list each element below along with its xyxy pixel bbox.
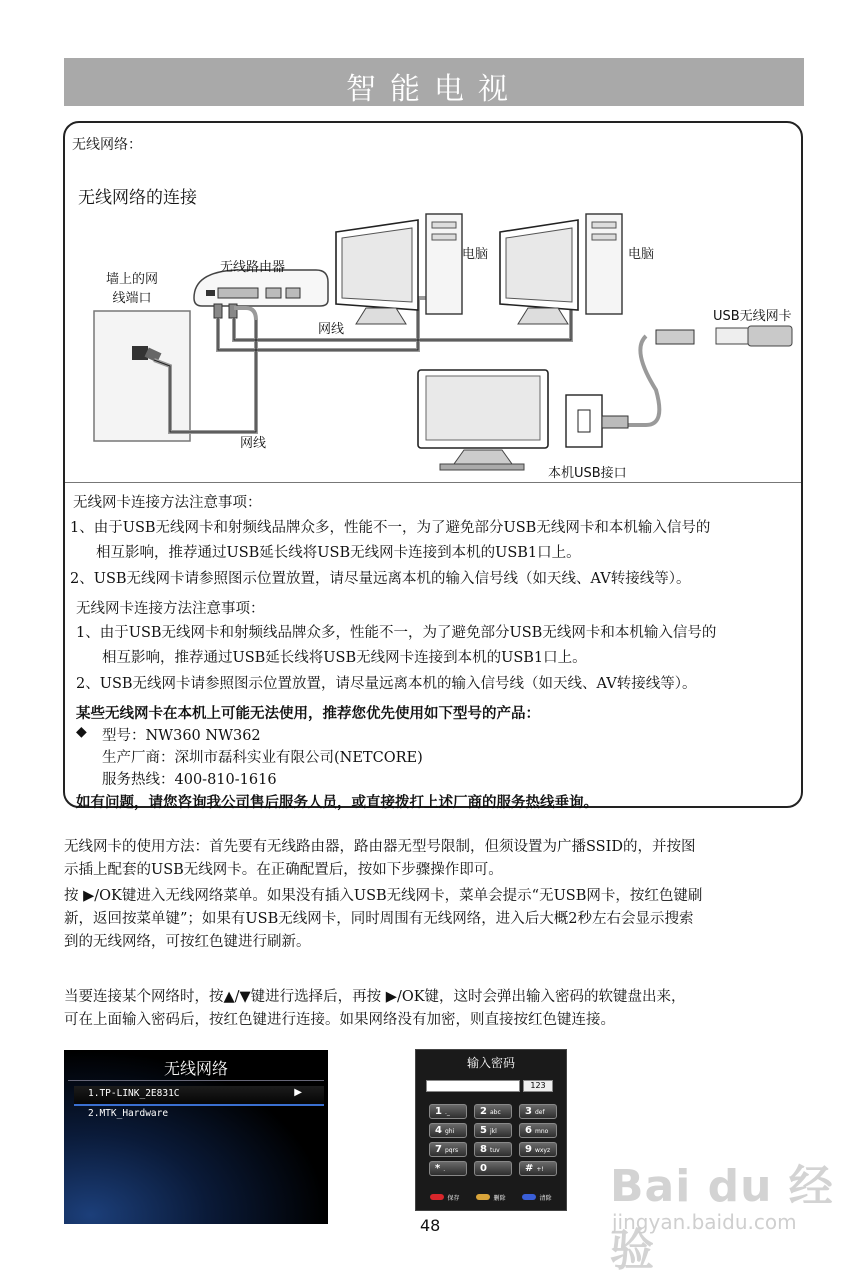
- router-label: 无线路由器: [220, 260, 286, 275]
- password-keypad-screenshot: [415, 1049, 567, 1211]
- wifi-network-item-2[interactable]: 2.MTK_Hardware: [88, 1108, 169, 1119]
- keypad-key[interactable]: # +!: [519, 1161, 557, 1176]
- usb-dongle: [656, 326, 792, 346]
- tv: [418, 370, 548, 470]
- pc2-label: 电脑: [628, 247, 655, 262]
- notes-a-heading: 无线网卡连接方法注意事项：: [73, 495, 262, 511]
- notes-a-item1-cont: 相互影响，推荐通过USB延长线将USB无线网卡连接到本机的USB1口上。: [96, 545, 581, 561]
- keypad-grid: [429, 1104, 555, 1180]
- header-bar: [64, 58, 804, 106]
- notes-b-item1-cont: 相互影响，推荐通过USB延长线将USB无线网卡连接到本机的USB1口上。: [102, 650, 587, 666]
- section-label: 无线网络：: [72, 137, 142, 153]
- usb-port-label: 本机USB接口: [548, 466, 627, 481]
- keypad-key[interactable]: 4 ghi: [429, 1123, 467, 1138]
- keypad-key[interactable]: 9 wxyz: [519, 1142, 557, 1157]
- keypad-key[interactable]: 0: [474, 1161, 512, 1176]
- maker-line: 生产厂商：深圳市磊科实业有限公司(NETCORE): [102, 750, 423, 766]
- keypad-key[interactable]: 1 ._: [429, 1104, 467, 1119]
- paragraph-3: 当要连接某个网络时，按▲/▼键进行选择后，再按 ▶/OK键，这时会弹出输入密码的软键盘出来， 可在上面输入密码后，按红色键进行连接。如果网络没有加密，则直接按红色键连接。: [64, 989, 686, 1028]
- input-mode-badge[interactable]: 123: [523, 1080, 553, 1092]
- usb-card-label: USB无线网卡: [713, 309, 792, 324]
- notes-a-item2: 2、USB无线网卡请参照图示位置放置，请尽量远离本机的输入信号线（如天线、AV转接线等）。: [70, 571, 691, 587]
- notes-b-heading: 无线网卡连接方法注意事项：: [76, 601, 265, 617]
- model-line: 型号：NW360 NW362: [102, 728, 261, 744]
- keypad-footer-action[interactable]: 保存: [430, 1193, 459, 1202]
- wifi-menu-title: 无线网络: [163, 1059, 228, 1078]
- select-arrow-icon: ▶: [294, 1087, 302, 1098]
- color-key-icon: [430, 1194, 444, 1200]
- notes-b-item2: 2、USB无线网卡请参照图示位置放置，请尽量远离本机的输入信号线（如天线、AV转接线等）。: [76, 676, 697, 692]
- keypad-key[interactable]: 5 jkl: [474, 1123, 512, 1138]
- wall-plate: [94, 311, 190, 441]
- notes-b-item1: 1、由于USB无线网卡和射频线品牌众多，性能不一，为了避免部分USB无线网卡和本机输入信号的: [76, 625, 717, 641]
- recommend-heading: 某些无线网卡在本机上可能无法使用，推荐您优先使用如下型号的产品：: [76, 706, 540, 722]
- hotline-line: 服务热线：400-810-1616: [102, 772, 277, 788]
- network-diagram: [66, 200, 802, 482]
- page-number: 48: [420, 1216, 441, 1235]
- keypad-footer: [422, 1190, 560, 1204]
- keypad-key[interactable]: 3 def: [519, 1104, 557, 1119]
- wall-port-label: 墙上的网 线端口: [105, 272, 158, 306]
- keypad-footer-action[interactable]: 删除: [476, 1193, 505, 1202]
- keypad-key[interactable]: 7 pqrs: [429, 1142, 467, 1157]
- divider: [65, 482, 801, 483]
- paragraph-1: 无线网卡的使用方法：首先要有无线路由器，路由器无型号限制，但须设置为广播SSID的，并按图 示插上配套的USB无线网卡。在正确配置后，按如下步骤操作即可。: [64, 839, 696, 878]
- pc-1: [336, 214, 462, 324]
- model-bullet: ◆: [76, 724, 87, 740]
- color-key-icon: [522, 1194, 536, 1200]
- keypad-key[interactable]: * .: [429, 1161, 467, 1176]
- keypad-key[interactable]: 2 abc: [474, 1104, 512, 1119]
- paragraph-2: 按 ▶/OK键进入无线网络菜单。如果没有插入USB无线网卡，菜单会提示“无USB网卡，按红色键刷 新，返回按菜单键”；如果有USB无线网卡，同时周围有无线网络，进入后大概2秒左右会显示搜索 到的无线网络，可按红色键进行刷新。: [64, 888, 703, 950]
- notes-a-item1: 1、由于USB无线网卡和射频线品牌众多，性能不一，为了避免部分USB无线网卡和本机输入信号的: [70, 520, 711, 536]
- usb-port: [566, 395, 628, 447]
- recommend-footer: 如有问题，请您咨询我公司售后服务人员，或直接拨打上述厂商的服务热线垂询。: [76, 795, 598, 811]
- cable-label-2: 网线: [240, 436, 267, 451]
- keypad-footer-action[interactable]: 清除: [522, 1193, 551, 1202]
- pc-2: [500, 214, 622, 324]
- router: [194, 270, 328, 318]
- password-input[interactable]: [426, 1080, 520, 1092]
- diagram-title: 无线网络的连接: [78, 188, 197, 208]
- pc1-label: 电脑: [462, 247, 489, 262]
- wifi-menu-screenshot: [64, 1050, 328, 1224]
- watermark-logo: Bai du 经验: [610, 1161, 834, 1276]
- color-key-icon: [476, 1194, 490, 1200]
- keypad-title: 输入密码: [466, 1056, 515, 1070]
- cable-label-1: 网线: [318, 322, 345, 337]
- watermark-url: jingyan.baidu.com: [612, 1210, 797, 1234]
- keypad-key[interactable]: 6 mno: [519, 1123, 557, 1138]
- keypad-key[interactable]: 8 tuv: [474, 1142, 512, 1157]
- wifi-network-item-1[interactable]: 1.TP-LINK_2E831C ▶: [74, 1086, 324, 1106]
- page-title: 智能电视: [346, 72, 522, 107]
